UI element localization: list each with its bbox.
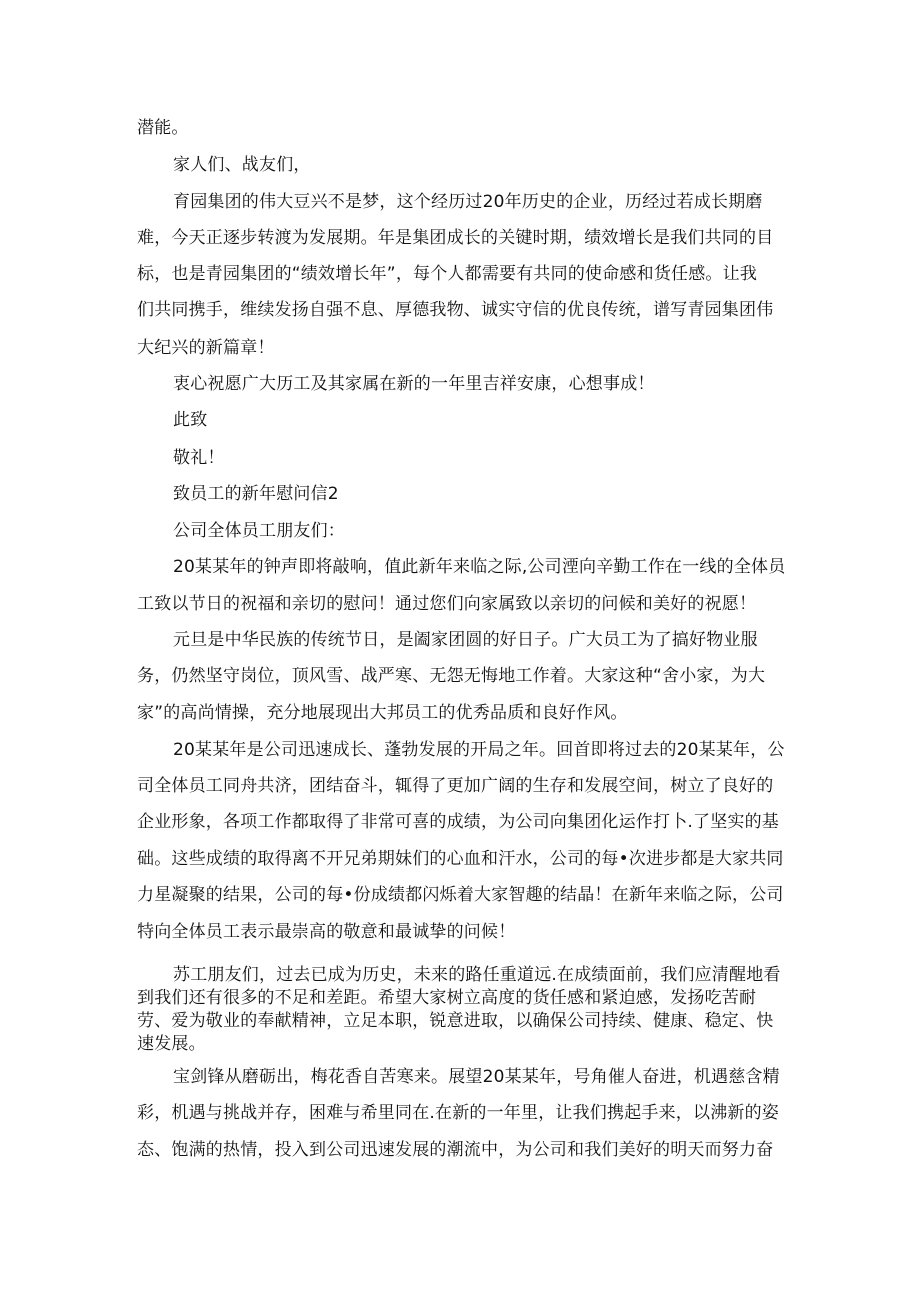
letter-title: 致员工的新年慰问信2 [173, 484, 339, 504]
closing-line: 此致 [173, 410, 208, 430]
salutation: 公司全体员工朋友们： [173, 521, 345, 541]
text-line: 标，也是青园集团的“绩效增长年”，每个人都需要有共同的使命感和货任感。让我 [137, 264, 758, 284]
text-line: 彩，机遇与挑战并存，困难与希里同在.在新的一年里，让我们携起手来，以沸新的姿 [137, 1103, 780, 1123]
text-line: 难，今天正逐步转渡为发展期。年是集团成长的关键时期，绩效增长是我们共同的目 [137, 228, 774, 248]
text-line: 到我们还有很多的不足和差距。希望大家树立高度的货任感和紧迫感，发扬吃苦耐 [137, 988, 757, 1008]
text-line: 劳、爱为敬业的奉献精神，立足本职，锐意进取，以确保公司持续、健康、稳定、快 [137, 1011, 774, 1031]
text-line: 育园集团的伟大豆兴不是梦，这个经历过20年历史的企业，历经过若成长期磨 [173, 192, 763, 212]
text-line: 20某某年的钟声即将敲响，值此新年来临之际,公司湮向辛勤工作在一线的全体员 [173, 557, 786, 577]
text-line: 元旦是中华民族的传统节日，是阖家团圆的好日子。广大员工为了搞好物业服 [173, 630, 758, 650]
text-line: 力星凝聚的结果，公司的每•份成绩都闪烁着大家智趣的结晶！在新年来临之际，公司 [137, 885, 784, 905]
text-line: 潜能。 [137, 118, 189, 138]
text-line: 司全体员工同舟共济，团结奋斗，辄得了更加广阔的生存和发展空间，树立了良好的 [137, 776, 774, 796]
text-line: 衷心祝愿广大历工及其家属在新的一年里吉祥安康，心想事成！ [173, 374, 655, 394]
text-line: 工致以节日的祝福和亲切的慰问！通过您们向家属致以亲切的问候和美好的祝愿！ [137, 594, 757, 614]
text-line: 们共同携手，维续发扬自强不息、厚德我物、诚实守信的优良传统，谱写青园集团伟 [137, 300, 774, 320]
text-line: 20某某年是公司迅速成长、蓬勃发展的开局之年。回首即将过去的20某某年，公 [173, 740, 785, 760]
text-line: 务，仍然坚守岗位，顶风雪、战严寒、无怨无悔地工作着。大家这种“舍小家，为大 [137, 666, 766, 686]
closing-line: 敬礼！ [173, 448, 225, 468]
text-line: 宝剑锋从磨砺出，梅花香自苦寒来。展望20某某年，号角催人奋进，机遇慈含精 [173, 1067, 780, 1087]
text-line: 大纪兴的新篇章！ [137, 338, 275, 358]
salutation: 家人们、战友们， [173, 155, 311, 175]
text-line: 企业形象，各项工作都取得了非常可喜的成绩，为公司向集团化运作打卜.了坚实的基 [137, 812, 780, 832]
text-line: 苏工朋友们，过去已成为历史，未来的路任重道远.在成绩面前，我们应清醒地看 [173, 965, 781, 985]
text-line: 础。这些成绩的取得离不开兄弟期妹们的心血和汗水，公司的每•次进步都是大家共同 [137, 849, 784, 869]
text-line: 特向全体员工表示最崇高的敬意和最诚挚的问候！ [137, 922, 516, 942]
text-line: 家”的高尚情操，充分地展现出大邦员工的优秀品质和良好作风。 [137, 703, 628, 723]
text-line: 速发展。 [137, 1034, 206, 1054]
text-line: 态、饱满的热情，投入到公司迅速发展的潮流中，为公司和我们美好的明天而努力奋 [137, 1140, 774, 1160]
